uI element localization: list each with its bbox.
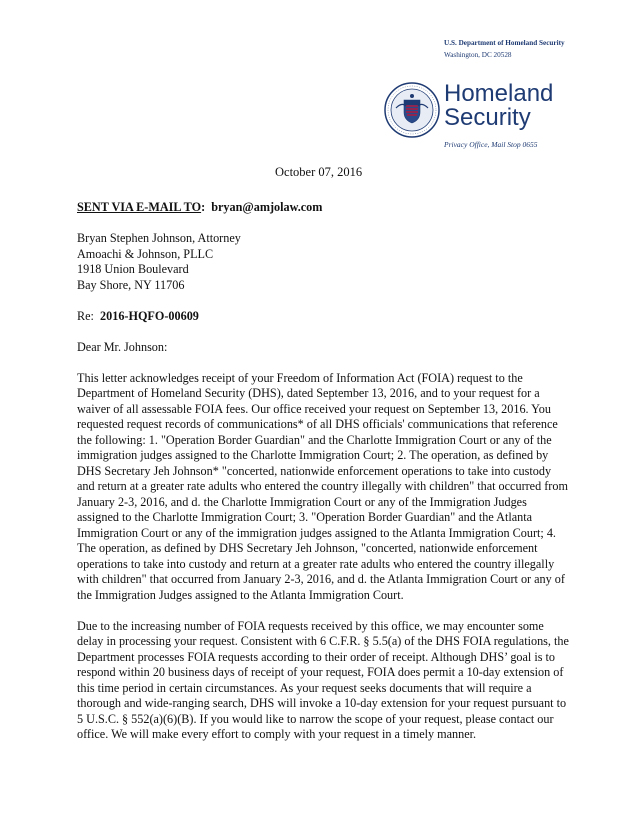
department-name: U.S. Department of Homeland Security — [444, 39, 565, 47]
letter-date: October 07, 2016 — [275, 165, 363, 179]
re-line — [77, 309, 569, 325]
recipient-name: Bryan Stephen Johnson, Attorney — [77, 231, 241, 245]
body-paragraph-1: This letter acknowledges receipt of your Freedom of Information Act (FOIA) request to the Department of Homeland Security (DHS), dated September 13, 2016, and to your request for a waiver of all assessable FOIA fees. Our office received your request on September 13, 2016. You requested request records of communications* of all DHS officials' communications that reference the following: 1. "Operation Border Guardian" and the Charlotte Immigration Court or any of the immigration judges assigned to the Charlotte Immigration Court; 2. The operation, as defined by DHS Secretary Jeh Johnson* "concerted, nationwide enforcement operations to take into custody and return at a greater rate adults who entered the country illegally with children" that occurred from January 2-3, 2016, and d. the Charlotte Immigration Court or any of the Immigration Judges assigned to the Charlotte Immigration Court; 3. "Operation Border Guardian" and the Atlanta Immigration Court or any of the immigration judges assigned to the Atlanta Immigration Court; 4. The operation, as defined by DHS Secretary Jeh Johnson, "concerted, nationwide enforcement operations to take into custody and return at a greater rate adults who entered the country illegally with children" that occurred from January 2-3, 2016, and d. the Atlanta Immigration Court or any of the Immigration Judges assigned to the Atlanta Immigration Court. — [77, 370, 568, 602]
agency-address-block — [444, 37, 565, 61]
letter-body — [77, 200, 569, 743]
brand-line-1: Homeland — [444, 80, 554, 107]
sent-via-line: SENT VIA E-MAIL TO: bryan@amjolaw.com — [77, 200, 323, 214]
office-mail-stop: Privacy Office, Mail Stop 0655 — [444, 140, 538, 149]
re-label: Re: — [77, 308, 94, 323]
body-paragraph-2: Due to the increasing number of FOIA requests received by this office, we may encounter some delay in processing your request. Consistent with 6 C.F.R. § 5.5(a) of the DHS FOIA regulations, the Department processes FOIA requests according to their order of receipt. Although DHS’ goal is to respond within 20 business days of receipt of your request, FOIA does permit a 10-day extension of this time period in certain circumstances. As your request seeks documents that will require a thorough and wide-ranging search, DHS will invoke a 10-day extension for your request pursuant to 5 U.S.C. § 552(a)(6)(B). If you would like to narrow the scope of your request, please contact our office. We will make every effort to comply with your request in a timely manner. — [77, 618, 569, 741]
dhs-seal-icon — [384, 82, 440, 138]
homeland-security-wordmark — [444, 82, 553, 130]
salutation: Dear Mr. Johnson: — [77, 339, 168, 354]
recipient-email: bryan@amjolaw.com — [211, 200, 323, 214]
sent-via-label: SENT VIA E-MAIL TO — [77, 200, 202, 214]
request-number: 2016-HQFO-00609 — [100, 308, 199, 323]
department-address: Washington, DC 20528 — [444, 51, 512, 59]
recipient-firm: Amoachi & Johnson, PLLC — [77, 246, 214, 261]
recipient-street: 1918 Union Boulevard — [77, 262, 189, 276]
recipient-city: Bay Shore, NY 11706 — [77, 277, 185, 292]
brand-line-2: Security — [444, 104, 531, 131]
